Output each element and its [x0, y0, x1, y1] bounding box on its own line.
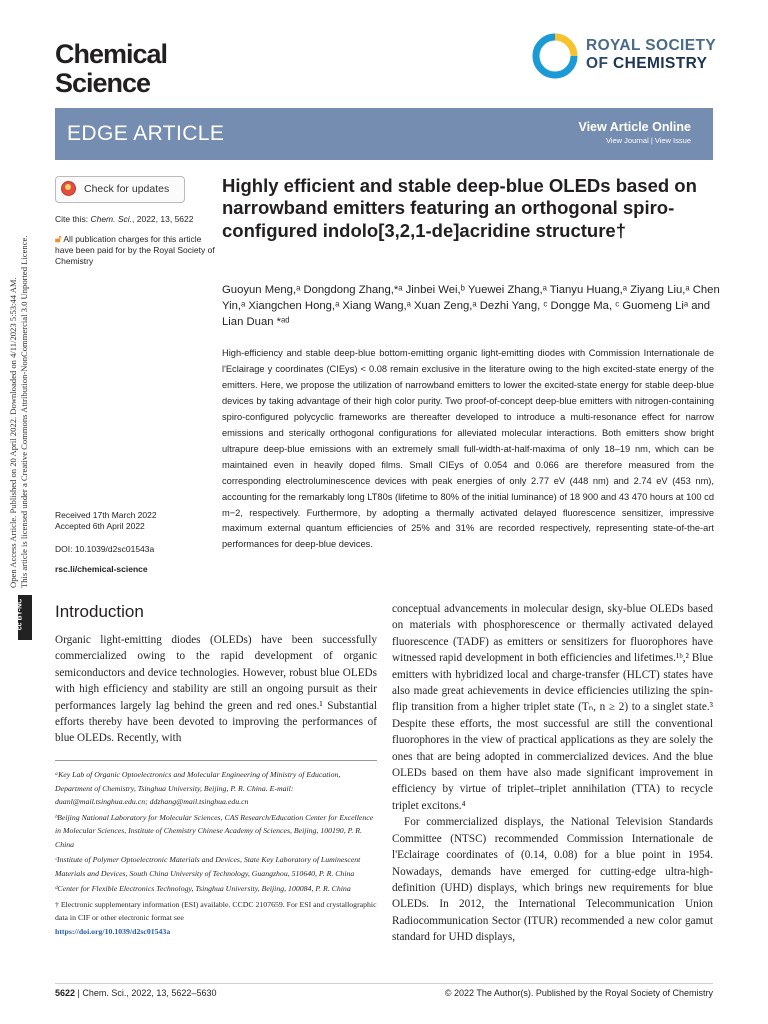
rsc-emblem-icon	[532, 33, 578, 79]
affiliation-d: ᵈCenter for Flexible Electronics Technology, Tsinghua University, Beijing, 100084, P. R. China	[55, 884, 351, 893]
intro-paragraph-3: For commercialized displays, the National Television Standards Committee (NTSC) recommended Commission Internationale de l'Eclairage coordinates of (0.14, 0.08) for a blue point in 1954. Nowadays, demands have emerged for cutting-edge ultra-high-definition (UHD) displays, which brings new requirements for blue OLEDs. In 2012, the International Telecommunication Union Radiocommunication Sector (ITUR) recommended a new color gamut standard for UHD displays,	[392, 816, 713, 944]
journal-name-line1: Chemical	[55, 39, 168, 69]
abstract: High-efficiency and stable deep-blue bottom-emitting organic light-emitting diodes with Commission Internationale de l'Eclairage y coordinates (CIEys) < 0.08 remain exclusive in the literature owing to the high excited-state energy of the emitters. Here, we propose the utilization of narrowband emitters to lower the excited-state energy for stable deep-blue devices by taking advantage of their high color purity. Two proof-of-concept deep-blue emitters with nitrogen-containing spiro-configured polycyclic frameworks are thereafter developed to introduce a multi-resonance effect for narrow emissions and sterically orthogonal configurations for alleviated molecular interactions. Both emitters show bright ultrapure deep-blue emissions with an extremely small full-width-at-half-maxima of only 18–19 nm, which can be maintained even in heavily doped films. Small CIEys of 0.054 and 0.066 are therefore measured from the corresponding electroluminescence devices with peak energies of only 2.77 eV (448 nm) and 2.74 eV (453 nm), accounting for the remarkably long LT80s (lifetime to 80% of the initial luminance) of 18 900 and 43 470 hours at 100 cd m−2, respectively. Furthermore, by adopting a thermally activated delayed fluorescence sensitizer, impressive maximum external quantum efficiencies of 25% and 31% are recorded respectively, representing state-of-the-art performances for deep-blue devices.	[222, 348, 714, 550]
view-article-online-link[interactable]: View Article Online	[578, 120, 691, 134]
affiliation-a: ᵃKey Lab of Organic Optoelectronics and Molecular Engineering of Ministry of Education, Department of Chemistry, Tsinghua University, Beijing, P. R. China. E-mail: duanl@mail.tsinghua.edu.cn; ddzhang@mail.tsinghua.edu.cn	[55, 770, 341, 806]
intro-column-1: Organic light-emitting diodes (OLEDs) have been successfully commercialized owing to the rapid development of organic semiconductors and device technologies. However, robust blue OLEDs with high efficiency and stability are still an ongoing pursuit as their performances largely lag behind the green and red ones.¹ Substantial efforts thereby have been devoted to improving the performances of blue OLEDs. Recently, with	[55, 634, 377, 745]
esi-note: † Electronic supplementary information (ESI) available. CCDC 2107659. For ESI and crystallographic data in CIF or other electronic format see https://doi.org/10.1039/d2sc01543a	[55, 899, 377, 936]
journal-site-link[interactable]: rsc.li/chemical-science	[55, 564, 148, 574]
footer-citation: 5622 | Chem. Sci., 2022, 13, 5622–5630	[55, 988, 217, 998]
licence-notice[interactable]: This article is licensed under a Creative Commons Attribution-NonCommercial 3.0 Unported Licence.	[19, 235, 29, 588]
footer-divider	[55, 983, 713, 984]
author-list: Guoyun Meng,ᵃ Dongdong Zhang,*ᵃ Jinbei Wei,ᵇ Yuewei Zhang,ᵃ Tianyu Huang,ᵃ Ziyang Liu,ᵃ Chen Yin,ᵃ Xiangchen Hong,ᵃ Xiang Wang,ᵃ Xuan Zeng,ᵃ Dezhi Yang, ᶜ Dongge Ma, ᶜ Guomeng Liᵃ and Lian Duan *ᵃᵈ	[222, 284, 720, 328]
cc-license-badge[interactable]	[18, 595, 32, 640]
open-access-notice: Open Access Article. Published on 20 April 2022. Downloaded on 4/11/2023 5:53:44 AM.	[8, 277, 18, 588]
article-type: EDGE ARTICLE	[67, 122, 225, 145]
check-for-updates-label: Check for updates	[84, 183, 170, 195]
open-access-lock-icon: 🔓︎	[55, 234, 62, 245]
view-online-block	[578, 120, 691, 145]
journal-name	[55, 40, 167, 98]
license-sidebar	[0, 170, 29, 640]
publisher-logo[interactable]	[532, 33, 732, 85]
update-badge-icon	[61, 181, 76, 196]
publisher-name-line2: OF CHEMISTRY	[586, 55, 708, 72]
publisher-name-line1: ROYAL SOCIETY	[586, 37, 717, 54]
affiliation-c: ᶜInstitute of Polymer Optoelectronic Materials and Devices, State Key Laboratory of Luminescent Materials and Devices, South China University of Technology, Guangzhou, 510640, P. R. China	[55, 855, 361, 878]
affiliation-b: ᵇBeijing National Laboratory for Molecular Sciences, CAS Research/Education Center for Excellence in Molecular Sciences, Institute of Chemistry Chinese Academy of Sciences, Beijing, 100190, P. R. China	[55, 812, 374, 849]
received-date: Received 17th March 2022	[55, 510, 157, 520]
article-title: Highly efficient and stable deep-blue OLEDs based on narrowband emitters featuring an orthogonal spiro-configured indolo[3,2,1-de]acridine structure†	[222, 175, 697, 241]
page-number: 5622	[55, 988, 76, 998]
cc-license-label: cc BY-NC	[16, 598, 24, 631]
open-access-note: 🔓︎ All publication charges for this article have been paid for by the Royal Society of Chemistry	[55, 234, 215, 266]
intro-column-2	[392, 601, 713, 946]
view-journal-issue-links[interactable]: View Journal | View Issue	[605, 136, 691, 145]
intro-paragraph-2: conceptual advancements in molecular design, sky-blue OLEDs based on materials with phosphorescence or thermally activated delayed fluorescence (TADF) as emitters or sensitizers for fluorophores have witnessed rapid development in both efficiencies and lifetimes.¹ᵇ,² Blue emitters with hybridized local and charge-transfer (HLCT) states have also made great achievements in device efficiencies utilizing the spin-flip transition from a higher triplet state (Tₙ, n ≥ 2) to a singlet state.³ Despite these efforts, the most successful are still the conventional fluorophores in the view of practical applications as they are solely the ones that are being adopted in commercialized devices. And the blue OLEDs based on them have also made significant improvement in efficiency by virtue of triplet–triplet annihilation (TTA) to recycle triplet excitons.⁴	[392, 603, 713, 812]
journal-name-line2: Science	[55, 68, 151, 98]
article-banner	[55, 108, 713, 160]
footer-copyright: © 2022 The Author(s). Published by the Royal Society of Chemistry	[444, 988, 713, 998]
affiliations	[55, 768, 377, 940]
doi[interactable]: DOI: 10.1039/d2sc01543a	[55, 544, 155, 554]
cite-this: Cite this: Chem. Sci., 2022, 13, 5622	[55, 214, 194, 224]
check-for-updates-button[interactable]	[55, 176, 185, 203]
article-dates	[55, 510, 157, 532]
accepted-date: Accepted 6th April 2022	[55, 521, 145, 531]
esi-link[interactable]: https://doi.org/10.1039/d2sc01543a	[55, 926, 171, 936]
footnote-divider	[55, 760, 377, 761]
section-heading-introduction: Introduction	[55, 602, 144, 621]
